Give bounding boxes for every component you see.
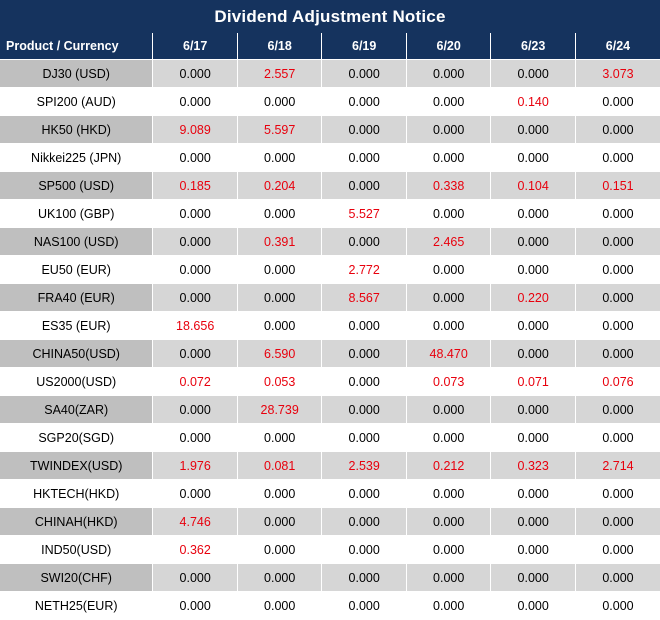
dividend-value: 0.000 (575, 228, 660, 256)
product-label: NETH25(EUR) (0, 592, 153, 620)
dividend-value: 0.000 (237, 256, 322, 284)
product-label: FRA40 (EUR) (0, 284, 153, 312)
dividend-value: 0.000 (491, 564, 576, 592)
dividend-value: 0.000 (491, 396, 576, 424)
dividend-value: 0.000 (406, 396, 491, 424)
table-row (0, 88, 660, 116)
dividend-value: 2.557 (237, 60, 322, 88)
table-row (0, 312, 660, 340)
dividend-value: 0.000 (322, 340, 407, 368)
dividend-value: 0.073 (406, 368, 491, 396)
product-label: SPI200 (AUD) (0, 88, 153, 116)
dividend-value: 0.000 (406, 116, 491, 144)
dividend-value: 0.000 (322, 564, 407, 592)
dividend-value: 4.746 (153, 508, 238, 536)
dividend-value: 0.000 (575, 536, 660, 564)
dividend-value: 0.000 (491, 508, 576, 536)
dividend-value: 0.053 (237, 368, 322, 396)
dividend-value: 0.000 (406, 88, 491, 116)
dividend-value: 0.000 (491, 144, 576, 172)
table-row (0, 116, 660, 144)
dividend-value: 0.000 (491, 228, 576, 256)
dividend-value: 0.000 (322, 144, 407, 172)
dividend-value: 0.220 (491, 284, 576, 312)
dividend-value: 0.000 (153, 284, 238, 312)
product-label: SA40(ZAR) (0, 396, 153, 424)
product-label: HKTECH(HKD) (0, 480, 153, 508)
dividend-value: 0.000 (575, 508, 660, 536)
table-row (0, 284, 660, 312)
dividend-value: 0.000 (575, 340, 660, 368)
product-label: SGP20(SGD) (0, 424, 153, 452)
dividend-value: 0.000 (153, 228, 238, 256)
table-row (0, 228, 660, 256)
dividend-value: 0.000 (491, 256, 576, 284)
table-row (0, 340, 660, 368)
dividend-value: 0.000 (322, 368, 407, 396)
dividend-value: 0.076 (575, 368, 660, 396)
dividend-value: 0.000 (322, 396, 407, 424)
dividend-value: 0.000 (406, 508, 491, 536)
dividend-value: 0.000 (575, 116, 660, 144)
dividend-value: 0.071 (491, 368, 576, 396)
product-label: SP500 (USD) (0, 172, 153, 200)
dividend-value: 0.000 (237, 536, 322, 564)
dividend-value: 0.000 (322, 480, 407, 508)
table-row (0, 200, 660, 228)
table-row (0, 368, 660, 396)
dividend-value: 5.527 (322, 200, 407, 228)
dividend-value: 0.000 (322, 312, 407, 340)
product-label: EU50 (EUR) (0, 256, 153, 284)
dividend-value: 0.323 (491, 452, 576, 480)
dividend-value: 0.000 (237, 480, 322, 508)
column-header-date-6: 6/24 (575, 33, 660, 60)
table-row (0, 452, 660, 480)
product-label: CHINAH(HKD) (0, 508, 153, 536)
product-label: SWI20(CHF) (0, 564, 153, 592)
dividend-value: 0.000 (575, 284, 660, 312)
dividend-value: 0.000 (153, 144, 238, 172)
dividend-value: 0.000 (153, 60, 238, 88)
dividend-value: 0.000 (575, 256, 660, 284)
column-header-date-3: 6/19 (322, 33, 407, 60)
column-header-date-5: 6/23 (491, 33, 576, 60)
dividend-value: 0.000 (491, 480, 576, 508)
table-body (0, 60, 660, 620)
dividend-value: 0.185 (153, 172, 238, 200)
product-label: TWINDEX(USD) (0, 452, 153, 480)
product-label: NAS100 (USD) (0, 228, 153, 256)
dividend-value: 0.000 (237, 144, 322, 172)
dividend-value: 0.072 (153, 368, 238, 396)
dividend-value: 0.000 (406, 536, 491, 564)
dividend-value: 8.567 (322, 284, 407, 312)
dividend-value: 0.000 (322, 592, 407, 620)
dividend-value: 0.140 (491, 88, 576, 116)
dividend-value: 0.000 (322, 536, 407, 564)
dividend-value: 0.000 (406, 592, 491, 620)
table-row (0, 564, 660, 592)
table-row (0, 256, 660, 284)
column-header-product: Product / Currency (0, 33, 153, 60)
table-row (0, 396, 660, 424)
dividend-table (0, 33, 660, 620)
product-label: Nikkei225 (JPN) (0, 144, 153, 172)
dividend-value: 0.000 (575, 564, 660, 592)
dividend-value: 28.739 (237, 396, 322, 424)
dividend-value: 0.000 (153, 340, 238, 368)
dividend-value: 0.000 (406, 144, 491, 172)
dividend-value: 48.470 (406, 340, 491, 368)
dividend-value: 0.000 (237, 508, 322, 536)
dividend-value: 2.714 (575, 452, 660, 480)
dividend-value: 18.656 (153, 312, 238, 340)
dividend-value: 0.000 (491, 312, 576, 340)
dividend-value: 0.000 (575, 480, 660, 508)
table-row (0, 508, 660, 536)
column-header-date-2: 6/18 (237, 33, 322, 60)
dividend-value: 0.000 (153, 256, 238, 284)
product-label: IND50(USD) (0, 536, 153, 564)
table-header (0, 33, 660, 60)
dividend-value: 0.104 (491, 172, 576, 200)
dividend-value: 0.000 (491, 116, 576, 144)
table-row (0, 536, 660, 564)
page-title: Dividend Adjustment Notice (0, 0, 660, 33)
dividend-value: 0.000 (406, 60, 491, 88)
table-row (0, 424, 660, 452)
dividend-value: 0.000 (322, 88, 407, 116)
dividend-value: 6.590 (237, 340, 322, 368)
column-header-date-1: 6/17 (153, 33, 238, 60)
dividend-value: 0.000 (322, 116, 407, 144)
dividend-value: 0.000 (491, 592, 576, 620)
dividend-value: 0.338 (406, 172, 491, 200)
dividend-value: 0.081 (237, 452, 322, 480)
dividend-value: 0.204 (237, 172, 322, 200)
dividend-value: 0.000 (237, 88, 322, 116)
dividend-value: 2.772 (322, 256, 407, 284)
dividend-value: 0.000 (237, 564, 322, 592)
dividend-value: 0.212 (406, 452, 491, 480)
dividend-value: 0.000 (237, 592, 322, 620)
dividend-value: 0.000 (491, 60, 576, 88)
dividend-value: 2.539 (322, 452, 407, 480)
table-row (0, 144, 660, 172)
dividend-value: 0.000 (575, 424, 660, 452)
dividend-value: 0.000 (153, 200, 238, 228)
table-row (0, 592, 660, 620)
dividend-value: 0.391 (237, 228, 322, 256)
dividend-value: 0.000 (322, 172, 407, 200)
dividend-value: 0.362 (153, 536, 238, 564)
product-label: UK100 (GBP) (0, 200, 153, 228)
dividend-value: 0.000 (153, 564, 238, 592)
dividend-value: 5.597 (237, 116, 322, 144)
dividend-value: 0.000 (153, 592, 238, 620)
table-row (0, 60, 660, 88)
dividend-value: 0.000 (575, 200, 660, 228)
dividend-value: 0.000 (406, 564, 491, 592)
dividend-value: 0.000 (153, 424, 238, 452)
dividend-value: 0.000 (153, 396, 238, 424)
product-label: ES35 (EUR) (0, 312, 153, 340)
dividend-value: 0.000 (575, 396, 660, 424)
dividend-value: 0.000 (491, 200, 576, 228)
dividend-value: 0.000 (237, 424, 322, 452)
dividend-value: 0.000 (491, 536, 576, 564)
dividend-value: 0.000 (322, 508, 407, 536)
table-row (0, 172, 660, 200)
dividend-value: 0.000 (406, 424, 491, 452)
product-label: HK50 (HKD) (0, 116, 153, 144)
dividend-value: 0.000 (406, 480, 491, 508)
dividend-value: 0.151 (575, 172, 660, 200)
dividend-value: 0.000 (322, 60, 407, 88)
dividend-value: 0.000 (575, 312, 660, 340)
dividend-value: 0.000 (237, 200, 322, 228)
table-row (0, 480, 660, 508)
dividend-value: 0.000 (406, 256, 491, 284)
dividend-value: 3.073 (575, 60, 660, 88)
dividend-value: 0.000 (575, 88, 660, 116)
column-header-date-4: 6/20 (406, 33, 491, 60)
dividend-value: 0.000 (237, 312, 322, 340)
dividend-value: 0.000 (237, 284, 322, 312)
dividend-value: 0.000 (491, 424, 576, 452)
dividend-value: 0.000 (575, 144, 660, 172)
product-label: CHINA50(USD) (0, 340, 153, 368)
dividend-value: 0.000 (153, 480, 238, 508)
dividend-value: 0.000 (406, 200, 491, 228)
dividend-value: 0.000 (575, 592, 660, 620)
dividend-value: 2.465 (406, 228, 491, 256)
dividend-value: 0.000 (491, 340, 576, 368)
dividend-value: 9.089 (153, 116, 238, 144)
dividend-value: 0.000 (406, 312, 491, 340)
product-label: DJ30 (USD) (0, 60, 153, 88)
dividend-value: 0.000 (153, 88, 238, 116)
table-header-row (0, 33, 660, 60)
dividend-value: 0.000 (322, 424, 407, 452)
product-label: US2000(USD) (0, 368, 153, 396)
dividend-value: 0.000 (406, 284, 491, 312)
dividend-value: 1.976 (153, 452, 238, 480)
dividend-value: 0.000 (322, 228, 407, 256)
